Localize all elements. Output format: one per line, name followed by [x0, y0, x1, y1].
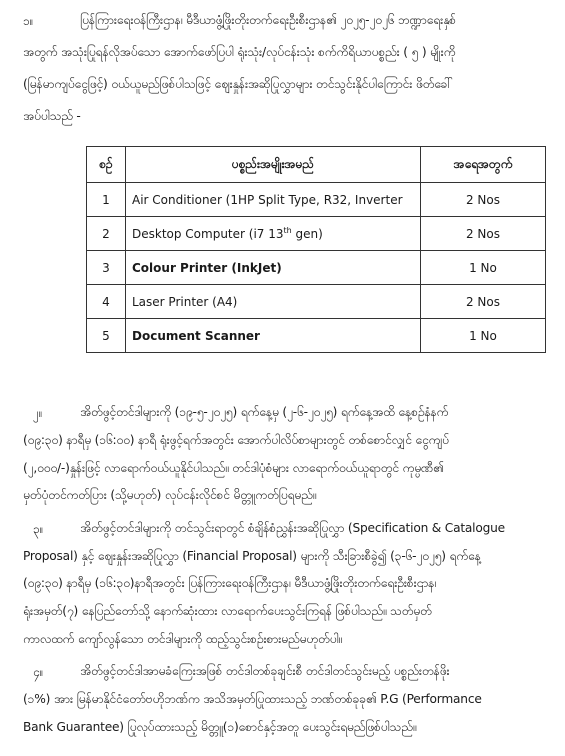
row-item-superscript: th: [283, 226, 292, 235]
paragraph-2-line-4: မှတ်ပုံတင်ကတ်ပြား (သို့မဟုတ်) လုပ်ငန်းလိုင်စင် မိတ္တူကတ်ပြရမည်။: [23, 488, 317, 502]
paragraph-4-line-2: (၁%) အား မြန်မာနိုင်ငံတော်ဗဟိုဘဏ်က အသိအမှတ်ပြုထားသည့် ဘဏ်တစ်ခုခု၏ P.G (Performance: [23, 692, 482, 706]
intro-line-2: အတွက် အသုံးပြုရန်လိုအပ်သော အောက်ဖော်ပြပါ ရုံးသုံး/လုပ်ငန်းသုံး စက်ကိရိယာပစ္စည်း ( ၅ ) မျိုးကို: [23, 45, 456, 59]
paragraph-3-line-2: Proposal) နှင့် ဈေးနှုန်းအဆိုပြုလွှာ (Financial Proposal) များကို သီးခြားစီခွဲ၍ (၃-၆-၂၀၂၅) ရက်နေ့: [23, 549, 481, 563]
row-item: Document Scanner: [126, 319, 421, 353]
row-item: [126, 217, 421, 251]
row-item-tail: gen): [291, 227, 323, 241]
items-table: [86, 146, 546, 353]
paragraph-4-line-1: အိတ်ဖွင့်တင်ဒါအာမခံကြေးအဖြစ် တင်ဒါတစ်ခုချင်းစီ တင်ဒါတင်သွင်းမည့် ပစ္စည်းတန်ဖိုး: [80, 664, 450, 678]
row-number: 5: [87, 319, 126, 353]
table-header-row: [87, 147, 546, 183]
row-item: Air Conditioner (1HP Split Type, R32, Inverter: [126, 183, 421, 217]
row-item: Colour Printer (InkJet): [126, 251, 421, 285]
paragraph-4-number: ၄။: [33, 665, 44, 679]
row-quantity: 2 Nos: [421, 217, 546, 251]
header-no: စဉ်: [87, 147, 126, 183]
row-quantity: 1 No: [421, 251, 546, 285]
paragraph-2-line-3: (၂,၀၀၀/-)နှုန်းဖြင့် လာရောက်ဝယ်ယူနိုင်ပါသည်။ တင်ဒါပုံစံများ လာရောက်ဝယ်ယူရာတွင် ကုမ္ပဏီ၏: [23, 461, 444, 475]
table-row: [87, 285, 546, 319]
table-row: [87, 183, 546, 217]
paragraph-2-line-2: (၀၉:၃၀) နာရီမှ (၁၆:၀၀) နာရီ ရုံးဖွင့်ရက်အတွင်း အောက်ပါလိပ်စာများတွင် တစ်စောင်လျှင် ငွေကျပ်: [23, 433, 449, 447]
intro-line-4: အပ်ပါသည် -: [23, 109, 81, 123]
row-number: 4: [87, 285, 126, 319]
row-item-text: Desktop Computer (i7 13: [132, 227, 284, 241]
paragraph-3-line-1: အိတ်ဖွင့်တင်ဒါများကို တင်သွင်းရာတွင် စံချိန်စံညွှန်းအဆိုပြုလွှာ (Specification & Catalogue: [80, 521, 505, 535]
header-item: ပစ္စည်းအမျိုးအမည်: [126, 147, 421, 183]
paragraph-3-line-4: ရုံးအမှတ်(၇) နေပြည်တော်သို့ နောက်ဆုံးထား လာရောက်ပေးသွင်းကြရန် ဖြစ်ပါသည်။ သတ်မှတ်: [23, 604, 432, 618]
intro-number: ၁။: [23, 14, 34, 28]
table-row: [87, 217, 546, 251]
header-qty: အရေအတွက်: [421, 147, 546, 183]
table-row: [87, 319, 546, 353]
row-number: 3: [87, 251, 126, 285]
table-row: [87, 251, 546, 285]
paragraph-2-line-1: အိတ်ဖွင့်တင်ဒါများကို (၁၉-၅-၂၀၂၅) ရက်နေ့မှ (၂-၆-၂၀၂၅) ရက်နေ့အထိ နေ့စဉ်နံနက်: [80, 405, 449, 419]
intro-line-1: ပြန်ကြားရေးဝန်ကြီးဌာန၊ မီဒီယာဖွံ့ဖြိုးတိုးတက်ရေးဦးစီးဌာန၏ ၂၀၂၅-၂၀၂၆ ဘဏ္ဍာရေးနှစ်: [80, 13, 456, 27]
row-quantity: 2 Nos: [421, 183, 546, 217]
row-quantity: 2 Nos: [421, 285, 546, 319]
row-quantity: 1 No: [421, 319, 546, 353]
paragraph-3-line-3: (၀၉:၃၀) နာရီမှ (၁၆:၃၀)နာရီအတွင်း ပြန်ကြားရေးဝန်ကြီးဌာန၊ မီဒီယာဖွံ့ဖြိုးတိုးတက်ရေးဦးစီးဌာန၊: [23, 576, 436, 590]
intro-line-3: (မြန်မာကျပ်ငွေဖြင့်) ဝယ်ယူမည်ဖြစ်ပါသဖြင့် ဈေးနှုန်းအဆိုပြုလွှာများ တင်သွင်းနိုင်ပါကြောင်း ဖိတ်ခေါ်: [23, 77, 453, 91]
row-number: 2: [87, 217, 126, 251]
paragraph-3-number: ၃။: [33, 522, 44, 536]
row-number: 1: [87, 183, 126, 217]
row-item: Laser Printer (A4): [126, 285, 421, 319]
paragraph-2-number: ၂။: [33, 406, 43, 420]
paragraph-3-line-5: ကာလထက် ကျော်လွန်သော တင်ဒါများကို ထည့်သွင်းစဉ်းစားမည်မဟုတ်ပါ။: [23, 632, 342, 646]
paragraph-4-line-3: Bank Guarantee) ပြုလုပ်ထားသည့် မိတ္တူ(၁)စောင်နှင့်အတူ ပေးသွင်းရမည်ဖြစ်ပါသည်။: [23, 720, 417, 734]
